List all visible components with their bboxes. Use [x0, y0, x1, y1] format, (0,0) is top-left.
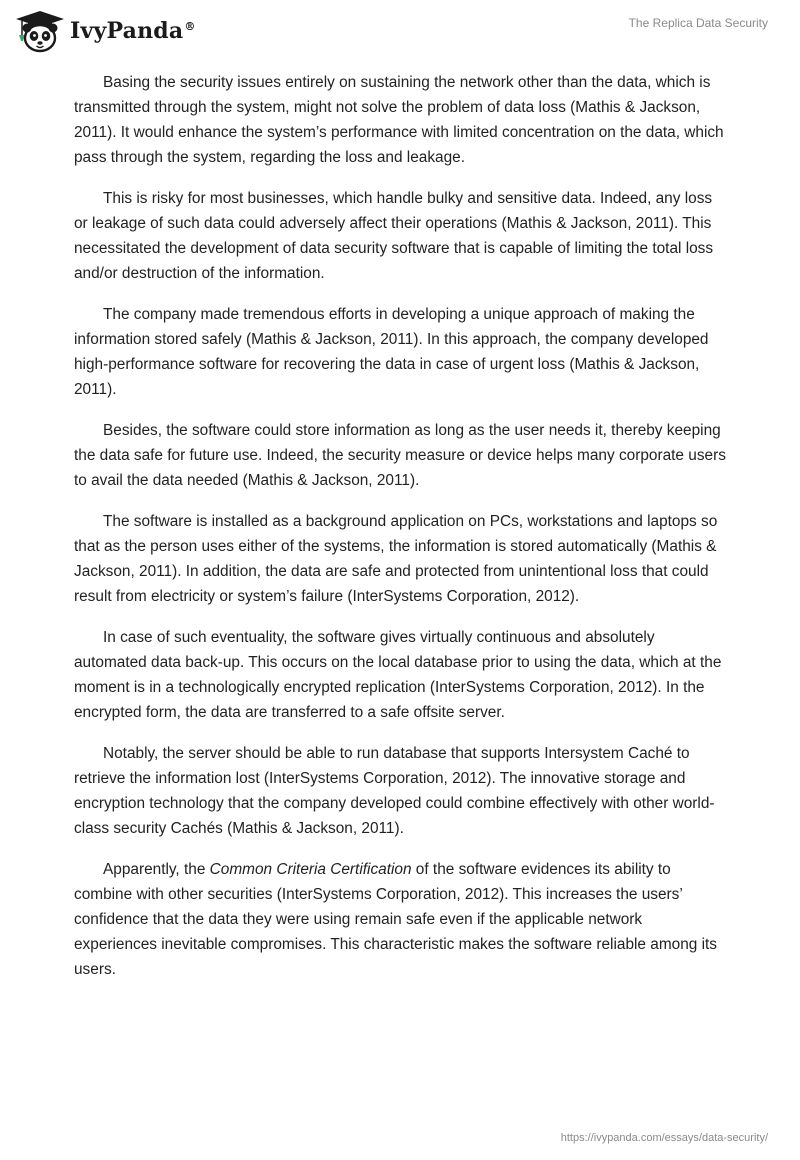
paragraph-text: Apparently, the — [103, 861, 210, 878]
paragraph: Notably, the server should be able to run database that supports Intersystem Caché to retrieve the information lost (InterSystems Corporation, 2012). The innovative storage and encryption technology that the company developed could combine effectively with other world-class security Cachés (Mathis & Jackson, 2011). — [74, 745, 715, 837]
brand-name: IvyPanda® — [70, 18, 196, 44]
paragraph: Basing the security issues entirely on sustaining the network other than the data, which is transmitted through the system, might not solve the problem of data loss (Mathis & Jackson, 2011). It would enhance the system’s performance with limited concentration on the data, which pass through the system, regarding the loss and leakage. — [74, 74, 724, 166]
certification-emphasis: Common Criteria Certification — [209, 861, 412, 878]
brand-logo[interactable] — [14, 8, 196, 54]
panda-graduate-icon — [14, 9, 66, 53]
paragraph-text: of the software evidences its ability to combine with other securities (InterSystems Corporation, 2012). This increases the users’ confidence that the data they were using remain safe even if the applicable network experiences inevitable compromises. This characteristic makes the software reliable among its users. — [74, 861, 717, 978]
paragraph: Besides, the software could store information as long as the user needs it, thereby keeping the data safe for future use. Indeed, the security measure or device helps many corporate users to avail the data needed (Mathis & Jackson, 2011). — [74, 422, 726, 489]
paragraph: The software is installed as a background application on PCs, workstations and laptops so that as the person uses either of the systems, the information is stored automatically (Mathis & Jackson, 2011). In addition, the data are safe and protected from unintentional loss that could result from electricity or system’s failure (InterSystems Corporation, 2012). — [74, 513, 718, 605]
essay-body — [74, 70, 728, 998]
paragraph: The company made tremendous efforts in developing a unique approach of making the information stored safely (Mathis & Jackson, 2011). In this approach, the company developed high-performance software for recovering the data in case of urgent loss (Mathis & Jackson, 2011). — [74, 306, 709, 398]
paragraph-last — [74, 857, 728, 982]
source-url[interactable]: https://ivypanda.com/essays/data-security/ — [560, 1132, 768, 1144]
paragraph: This is risky for most businesses, which handle bulky and sensitive data. Indeed, any loss or leakage of such data could adversely affect their operations (Mathis & Jackson, 2011). This necessitated the development of data security software that is capable of limiting the total loss and/or destruction of the information. — [74, 190, 714, 282]
paragraph: In case of such eventuality, the software gives virtually continuous and absolutely automated data back-up. This occurs on the local database prior to using the data, which at the moment is in a technologically encrypted replication (InterSystems Corporation, 2012). In the encrypted form, the data are transferred to a safe offsite server. — [74, 629, 722, 721]
page-header — [0, 0, 800, 60]
document-title: The Replica Data Security — [628, 16, 768, 30]
